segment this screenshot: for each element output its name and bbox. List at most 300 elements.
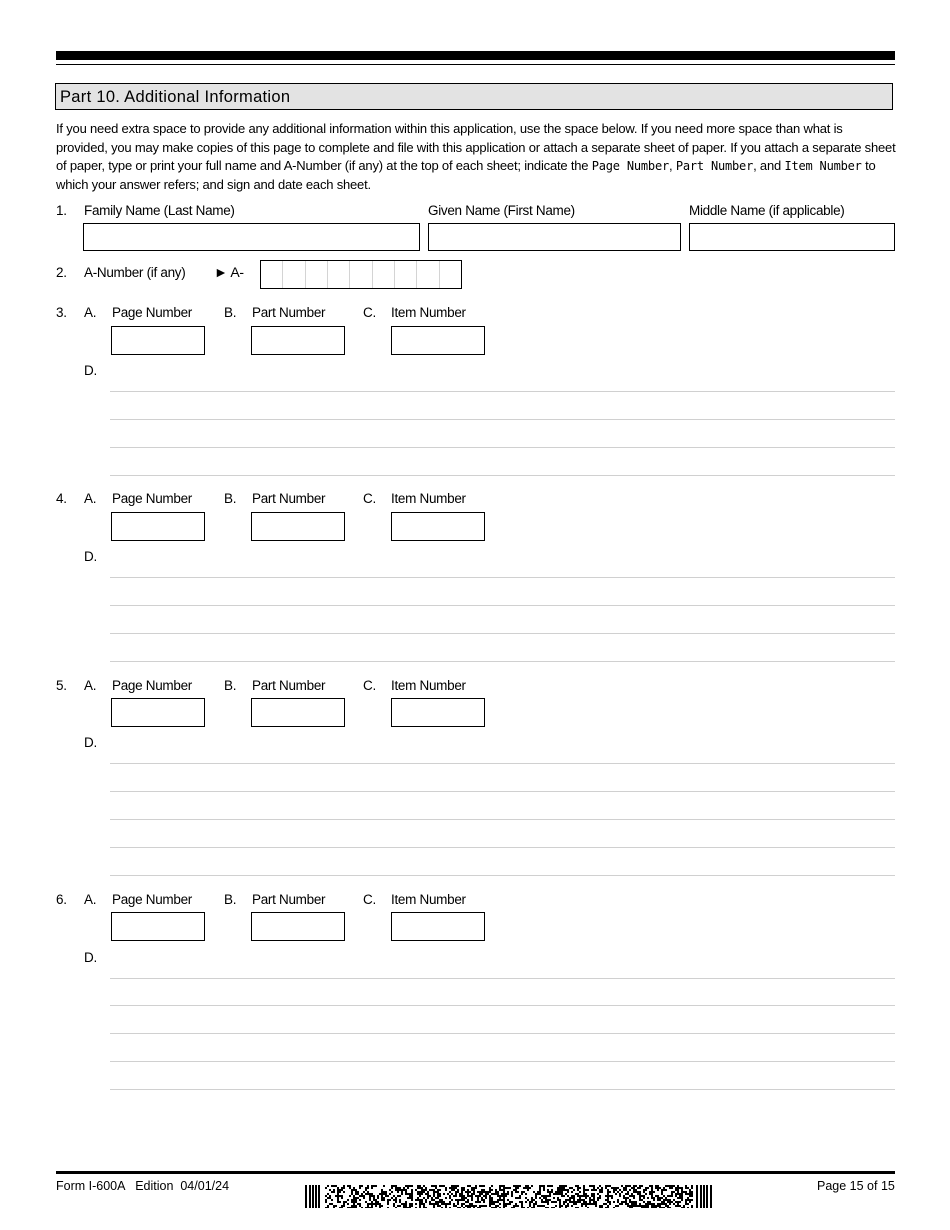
- barcode-module: [467, 1195, 469, 1197]
- barcode-module: [369, 1199, 371, 1201]
- barcode-module: [479, 1201, 481, 1203]
- answer-line[interactable]: [110, 1089, 895, 1090]
- barcode-module: [527, 1185, 529, 1187]
- answer-line[interactable]: [110, 819, 895, 820]
- barcode-module: [485, 1195, 487, 1197]
- a-number-digit: [350, 261, 372, 288]
- barcode-module: [359, 1195, 361, 1197]
- barcode-module: [655, 1187, 657, 1189]
- barcode-module: [415, 1207, 417, 1208]
- barcode-module: [347, 1207, 349, 1208]
- barcode-module: [555, 1201, 557, 1203]
- barcode-module: [399, 1201, 401, 1203]
- barcode-module: [559, 1191, 561, 1193]
- barcode-module: [657, 1187, 659, 1189]
- barcode-module: [541, 1195, 543, 1197]
- barcode-module: [393, 1195, 395, 1197]
- answer-line[interactable]: [110, 1061, 895, 1062]
- sub-a-label: A.: [84, 892, 97, 907]
- barcode-module: [589, 1201, 591, 1203]
- barcode-module: [401, 1193, 403, 1195]
- barcode-module: [367, 1187, 369, 1189]
- barcode-module: [373, 1199, 375, 1201]
- barcode-module: [625, 1193, 627, 1195]
- barcode-module: [553, 1197, 555, 1199]
- barcode-module: [601, 1207, 603, 1208]
- barcode-module: [567, 1191, 569, 1193]
- barcode-module: [683, 1207, 685, 1208]
- page-number-label: Page Number: [112, 491, 192, 506]
- barcode-module: [521, 1191, 523, 1193]
- barcode-module: [659, 1205, 661, 1207]
- barcode-module: [335, 1185, 337, 1187]
- barcode-module: [389, 1193, 391, 1195]
- answer-line[interactable]: [110, 577, 895, 578]
- barcode-module: [327, 1193, 329, 1195]
- barcode-module: [409, 1203, 411, 1205]
- barcode-module: [539, 1189, 541, 1191]
- barcode-module: [547, 1199, 549, 1201]
- barcode-module: [517, 1185, 519, 1187]
- barcode-module: [645, 1205, 647, 1207]
- barcode-module: [453, 1189, 455, 1191]
- barcode-module: [649, 1185, 651, 1187]
- family-name-input[interactable]: [83, 223, 420, 251]
- barcode-module: [635, 1185, 637, 1187]
- barcode-module: [469, 1205, 471, 1207]
- barcode-module: [613, 1201, 615, 1203]
- barcode-module: [587, 1189, 589, 1191]
- barcode-module: [613, 1189, 615, 1191]
- barcode-module: [645, 1207, 647, 1208]
- barcode-module: [353, 1197, 355, 1199]
- answer-line[interactable]: [110, 605, 895, 606]
- barcode-module: [497, 1199, 499, 1201]
- keyword-page-number: Page Number: [591, 159, 669, 173]
- barcode-module: [471, 1197, 473, 1199]
- barcode-module: [565, 1193, 567, 1195]
- barcode-module: [710, 1185, 712, 1208]
- barcode-module: [473, 1205, 475, 1207]
- barcode-module: [347, 1203, 349, 1205]
- barcode-module: [463, 1189, 465, 1191]
- barcode-module: [435, 1203, 437, 1205]
- barcode-module: [389, 1199, 391, 1201]
- barcode-module: [663, 1195, 665, 1197]
- barcode-module: [361, 1185, 363, 1187]
- barcode-module: [617, 1199, 619, 1201]
- answer-line[interactable]: [110, 447, 895, 448]
- barcode-module: [551, 1185, 553, 1187]
- answer-line[interactable]: [110, 391, 895, 392]
- barcode-module: [569, 1187, 571, 1189]
- barcode-module: [391, 1197, 393, 1199]
- barcode-module: [397, 1191, 399, 1193]
- barcode-module: [331, 1185, 333, 1187]
- barcode-module: [483, 1185, 485, 1187]
- barcode-module: [555, 1191, 557, 1193]
- part-number-input[interactable]: [251, 912, 345, 941]
- barcode-module: [429, 1201, 431, 1203]
- barcode-module: [665, 1205, 667, 1207]
- barcode-module: [369, 1193, 371, 1195]
- barcode-module: [437, 1195, 439, 1197]
- barcode-module: [355, 1207, 357, 1208]
- barcode-module: [605, 1195, 607, 1197]
- barcode-module: [663, 1203, 665, 1205]
- answer-line[interactable]: [110, 791, 895, 792]
- barcode-module: [659, 1203, 661, 1205]
- barcode-module: [547, 1201, 549, 1203]
- barcode-module: [607, 1201, 609, 1203]
- barcode-module: [405, 1203, 407, 1205]
- barcode-module: [573, 1199, 575, 1201]
- barcode-module: [677, 1185, 679, 1187]
- barcode-module: [653, 1197, 655, 1199]
- barcode-module: [659, 1187, 661, 1189]
- barcode-module: [503, 1197, 505, 1199]
- answer-line[interactable]: [110, 1005, 895, 1006]
- barcode-module: [565, 1205, 567, 1207]
- barcode-module: [639, 1195, 641, 1197]
- barcode-module: [349, 1195, 351, 1197]
- barcode-module: [669, 1199, 671, 1201]
- barcode-module: [639, 1205, 641, 1207]
- barcode-module: [403, 1189, 405, 1191]
- barcode-module: [661, 1201, 663, 1203]
- answer-line[interactable]: [110, 847, 895, 848]
- barcode-module: [399, 1205, 401, 1207]
- barcode-module: [677, 1201, 679, 1203]
- barcode-module: [507, 1203, 509, 1205]
- given-name-label: Given Name (First Name): [428, 203, 575, 218]
- barcode-module: [399, 1199, 401, 1201]
- barcode-module: [517, 1187, 519, 1189]
- barcode-module: [601, 1187, 603, 1189]
- barcode-module: [689, 1195, 691, 1197]
- barcode-module: [411, 1203, 413, 1205]
- barcode-module: [573, 1203, 575, 1205]
- barcode-module: [651, 1197, 653, 1199]
- barcode-module: [615, 1205, 617, 1207]
- barcode-module: [477, 1207, 479, 1208]
- item-number-input[interactable]: [391, 326, 485, 355]
- answer-line[interactable]: [110, 1033, 895, 1034]
- barcode-module: [585, 1193, 587, 1195]
- barcode-module: [639, 1199, 641, 1201]
- item-number: 4.: [56, 491, 67, 506]
- barcode-module: [539, 1193, 541, 1195]
- barcode-module: [437, 1189, 439, 1191]
- barcode-module: [681, 1187, 683, 1189]
- barcode-module: [351, 1193, 353, 1195]
- item-number-input[interactable]: [391, 698, 485, 727]
- barcode-module: [675, 1195, 677, 1197]
- barcode-module: [381, 1199, 383, 1201]
- barcode-module: [461, 1189, 463, 1191]
- barcode-module: [331, 1191, 333, 1193]
- barcode-module: [561, 1195, 563, 1197]
- barcode-module: [501, 1195, 503, 1197]
- barcode-module: [457, 1201, 459, 1203]
- barcode-module: [429, 1195, 431, 1197]
- barcode-module: [605, 1203, 607, 1205]
- barcode-module: [657, 1199, 659, 1201]
- barcode-module: [653, 1191, 655, 1193]
- barcode-module: [337, 1189, 339, 1191]
- barcode-module: [525, 1185, 527, 1187]
- barcode-module: [499, 1203, 501, 1205]
- barcode-module: [549, 1193, 551, 1195]
- barcode-module: [457, 1207, 459, 1208]
- item-number-input[interactable]: [391, 512, 485, 541]
- barcode-module: [371, 1195, 373, 1197]
- answer-line[interactable]: [110, 475, 895, 476]
- barcode-module: [539, 1205, 541, 1207]
- barcode-module: [341, 1197, 343, 1199]
- barcode-module: [581, 1203, 583, 1205]
- part-number-input[interactable]: [251, 326, 345, 355]
- barcode-module: [599, 1195, 601, 1197]
- barcode-module: [465, 1191, 467, 1193]
- barcode-module: [661, 1193, 663, 1195]
- barcode-module: [443, 1185, 445, 1187]
- barcode-module: [347, 1199, 349, 1201]
- barcode-module: [365, 1187, 367, 1189]
- barcode-module: [565, 1207, 567, 1208]
- given-name-input[interactable]: [428, 223, 681, 251]
- barcode-module: [607, 1195, 609, 1197]
- barcode-module: [543, 1187, 545, 1189]
- part-number-input[interactable]: [251, 698, 345, 727]
- part-number-label: Part Number: [252, 491, 326, 506]
- barcode-module: [637, 1193, 639, 1195]
- barcode-module: [415, 1199, 417, 1201]
- barcode-module: [599, 1205, 601, 1207]
- barcode-module: [495, 1189, 497, 1191]
- barcode-module: [617, 1201, 619, 1203]
- barcode-module: [461, 1205, 463, 1207]
- answer-line[interactable]: [110, 875, 895, 876]
- barcode-module: [453, 1195, 455, 1197]
- sub-a-label: A.: [84, 305, 97, 320]
- barcode-module: [515, 1191, 517, 1193]
- barcode-module: [331, 1199, 333, 1201]
- barcode-module: [519, 1185, 521, 1187]
- barcode-module: [593, 1193, 595, 1195]
- barcode-module: [477, 1191, 479, 1193]
- barcode-module: [591, 1193, 593, 1195]
- barcode-module: [643, 1205, 645, 1207]
- middle-name-input[interactable]: [689, 223, 895, 251]
- barcode-module: [489, 1201, 491, 1203]
- barcode-module: [525, 1187, 527, 1189]
- answer-line[interactable]: [110, 419, 895, 420]
- barcode-module: [593, 1201, 595, 1203]
- barcode-module: [673, 1203, 675, 1205]
- barcode-module: [451, 1185, 453, 1187]
- barcode-module: [691, 1195, 693, 1197]
- barcode-module: [353, 1201, 355, 1203]
- barcode-module: [335, 1205, 337, 1207]
- barcode-module: [465, 1197, 467, 1199]
- a-number-input[interactable]: [260, 260, 462, 289]
- barcode-module: [463, 1187, 465, 1189]
- barcode-module: [495, 1205, 497, 1207]
- barcode-module: [339, 1191, 341, 1193]
- barcode-module: [461, 1195, 463, 1197]
- barcode-module: [685, 1185, 687, 1187]
- barcode-module: [627, 1203, 629, 1205]
- barcode-module: [387, 1203, 389, 1205]
- barcode-module: [473, 1193, 475, 1195]
- barcode-module: [385, 1195, 387, 1197]
- barcode-module: [633, 1197, 635, 1199]
- barcode-module: [563, 1185, 565, 1187]
- barcode-module: [309, 1185, 311, 1208]
- barcode-module: [339, 1189, 341, 1191]
- item-number-label: Item Number: [391, 491, 466, 506]
- barcode-module: [557, 1187, 559, 1189]
- barcode-module: [519, 1195, 521, 1197]
- barcode-module: [325, 1199, 327, 1201]
- barcode-module: [411, 1189, 413, 1191]
- barcode-module: [585, 1201, 587, 1203]
- barcode-module: [627, 1193, 629, 1195]
- barcode-module: [409, 1195, 411, 1197]
- barcode-module: [443, 1203, 445, 1205]
- barcode-module: [415, 1189, 417, 1191]
- barcode-module: [651, 1203, 653, 1205]
- barcode-module: [531, 1201, 533, 1203]
- barcode-module: [535, 1193, 537, 1195]
- barcode-module: [573, 1201, 575, 1203]
- barcode-module: [543, 1197, 545, 1199]
- barcode-module: [543, 1201, 545, 1203]
- page-number-input[interactable]: [111, 698, 205, 727]
- barcode-module: [431, 1203, 433, 1205]
- barcode-module: [433, 1207, 435, 1208]
- barcode-module: [583, 1195, 585, 1197]
- barcode-module: [617, 1205, 619, 1207]
- barcode-module: [453, 1185, 455, 1187]
- barcode-module: [687, 1199, 689, 1201]
- answer-line[interactable]: [110, 661, 895, 662]
- barcode-module: [485, 1193, 487, 1195]
- barcode-module: [493, 1207, 495, 1208]
- barcode-module: [439, 1199, 441, 1201]
- barcode-module: [657, 1203, 659, 1205]
- barcode-module: [511, 1201, 513, 1203]
- barcode-module: [569, 1201, 571, 1203]
- barcode-module: [329, 1195, 331, 1197]
- barcode-module: [377, 1201, 379, 1203]
- barcode-module: [661, 1207, 663, 1208]
- barcode-module: [401, 1191, 403, 1193]
- barcode-module: [355, 1201, 357, 1203]
- barcode-module: [367, 1205, 369, 1207]
- barcode-module: [417, 1187, 419, 1189]
- barcode-module: [365, 1207, 367, 1208]
- barcode-module: [513, 1185, 515, 1187]
- barcode-module: [571, 1205, 573, 1207]
- barcode-module: [369, 1197, 371, 1199]
- barcode-module: [583, 1187, 585, 1189]
- page-number-input[interactable]: [111, 326, 205, 355]
- barcode-module: [371, 1185, 373, 1187]
- barcode-module: [393, 1199, 395, 1201]
- barcode-module: [407, 1185, 409, 1187]
- barcode-module: [461, 1203, 463, 1205]
- answer-line[interactable]: [110, 763, 895, 764]
- barcode-module: [521, 1207, 523, 1208]
- barcode-module: [691, 1193, 693, 1195]
- barcode-module: [615, 1193, 617, 1195]
- barcode-module: [589, 1197, 591, 1199]
- barcode-module: [567, 1189, 569, 1191]
- page-number-label: Page Number: [112, 305, 192, 320]
- barcode-module: [425, 1189, 427, 1191]
- barcode-module: [655, 1195, 657, 1197]
- barcode-module: [575, 1207, 577, 1208]
- barcode-module: [633, 1201, 635, 1203]
- barcode-module: [591, 1185, 593, 1187]
- barcode-module: [373, 1195, 375, 1197]
- barcode-module: [639, 1197, 641, 1199]
- barcode-module: [387, 1201, 389, 1203]
- answer-line[interactable]: [110, 633, 895, 634]
- barcode-module: [355, 1193, 357, 1195]
- barcode-module: [567, 1199, 569, 1201]
- barcode-module: [341, 1205, 343, 1207]
- barcode-module: [679, 1201, 681, 1203]
- barcode-module: [409, 1205, 411, 1207]
- page-number-input[interactable]: [111, 512, 205, 541]
- barcode-module: [491, 1201, 493, 1203]
- barcode-module: [381, 1193, 383, 1195]
- answer-line[interactable]: [110, 978, 895, 979]
- page-number-input[interactable]: [111, 912, 205, 941]
- barcode-module: [597, 1187, 599, 1189]
- barcode-module: [435, 1201, 437, 1203]
- barcode-module: [657, 1195, 659, 1197]
- barcode-module: [667, 1195, 669, 1197]
- barcode-module: [653, 1203, 655, 1205]
- barcode-module: [419, 1203, 421, 1205]
- barcode-module: [455, 1191, 457, 1193]
- barcode-module: [501, 1189, 503, 1191]
- barcode-module: [497, 1205, 499, 1207]
- barcode-module: [647, 1207, 649, 1208]
- barcode-module: [561, 1187, 563, 1189]
- part-number-input[interactable]: [251, 512, 345, 541]
- barcode-module: [497, 1201, 499, 1203]
- item-number-label: Item Number: [391, 678, 466, 693]
- barcode-module: [491, 1199, 493, 1201]
- barcode-module: [559, 1205, 561, 1207]
- barcode-module: [383, 1197, 385, 1199]
- item-number-input[interactable]: [391, 912, 485, 941]
- barcode-module: [625, 1199, 627, 1201]
- barcode-module: [451, 1187, 453, 1189]
- barcode-module: [641, 1205, 643, 1207]
- barcode-module: [469, 1203, 471, 1205]
- barcode-module: [689, 1199, 691, 1201]
- barcode-module: [339, 1195, 341, 1197]
- barcode-module: [539, 1187, 541, 1189]
- barcode-module: [503, 1203, 505, 1205]
- barcode-module: [341, 1189, 343, 1191]
